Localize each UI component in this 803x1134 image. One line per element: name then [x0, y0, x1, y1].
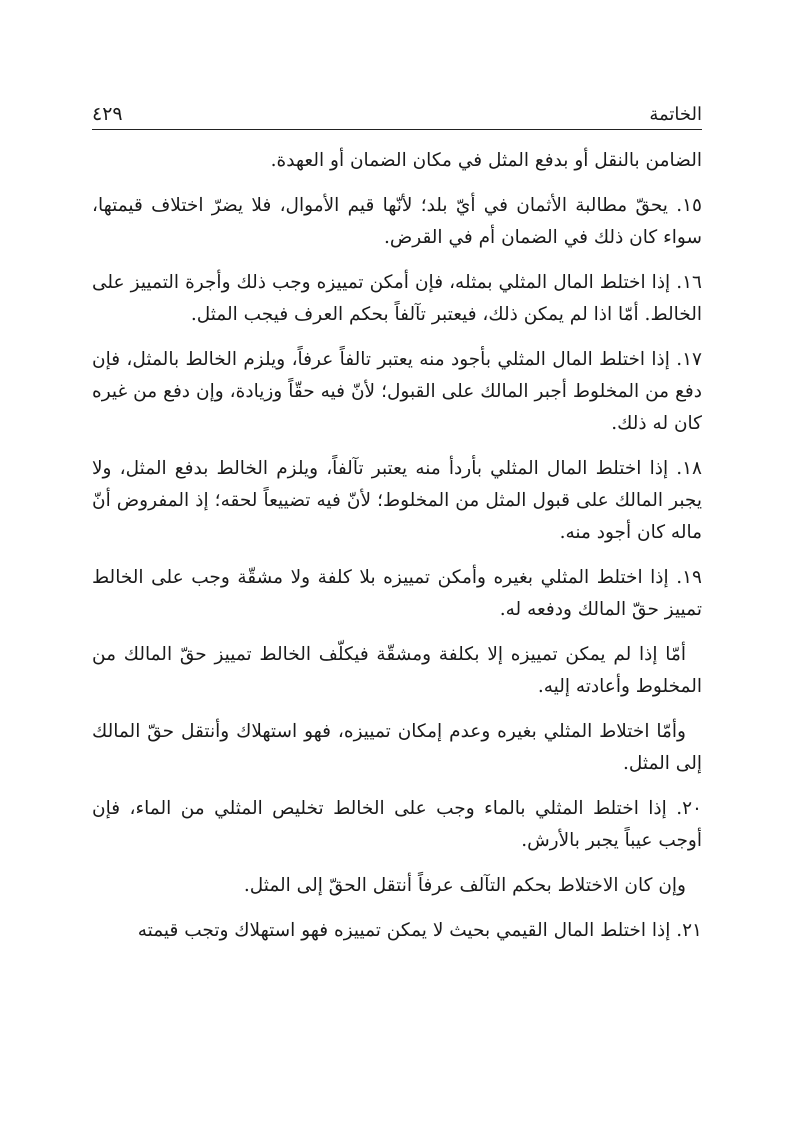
- chapter-title: الخاتمة: [649, 104, 702, 125]
- paragraph: ١٨. إذا اختلط المال المثلي بأردأ منه يعتبر تآلفاً، ويلزم الخالط بدفع المثل، ولا يجبر المالك على قبول المثل من المخلوط؛ لأنّ فيه تضييعاً لحقه؛ إذ المفروض أنّ ماله كان أجود منه.: [92, 458, 702, 543]
- running-header: [92, 96, 702, 130]
- page-number: ٤٢٩: [92, 103, 123, 125]
- book-page: [92, 0, 702, 1134]
- paragraph: ٢٠. إذا اختلط المثلي بالماء وجب على الخالط تخليص المثلي من الماء، فإن أوجب عيباً يجبر بالأرش.: [92, 798, 702, 851]
- paragraph: الضامن بالنقل أو بدفع المثل في مكان الضمان أو العهدة.: [270, 150, 702, 171]
- paragraph: ١٥. يحقّ مطالبة الأثمان في أيّ بلد؛ لأنّها قيم الأموال، فلا يضرّ اختلاف قيمتها، سواء كان ذلك في الضمان أم في القرض.: [92, 195, 702, 248]
- paragraph: ٢١. إذا اختلط المال القيمي بحيث لا يمكن تمييزه فهو استهلاك وتجب قيمته: [137, 920, 702, 941]
- paragraph: وأمّا اختلاط المثلي بغيره وعدم إمكان تمييزه، فهو استهلاك وأنتقل حقّ المالك إلى المثل.: [92, 721, 702, 774]
- paragraph: ١٧. إذا اختلط المال المثلي بأجود منه يعتبر تالفاً عرفاً، ويلزم الخالط بالمثل، فإن دفع من المخلوط أجبر المالك على القبول؛ لأنّ فيه حقّاً وزيادة، وإن دفع من غيره كان له ذلك.: [92, 349, 702, 434]
- paragraph: أمّا إذا لم يمكن تمييزه إلا بكلفة ومشقّة فيكلّف الخالط تمييز حقّ المالك من المخلوط وأعادته إليه.: [92, 644, 702, 697]
- paragraph: ١٩. إذا اختلط المثلي بغيره وأمكن تمييزه بلا كلفة ولا مشقّة وجب على الخالط تمييز حقّ المالك ودفعه له.: [92, 567, 702, 620]
- body-text: [92, 145, 702, 960]
- paragraph: ١٦. إذا اختلط المال المثلي بمثله، فإن أمكن تمييزه وجب ذلك وأجرة التمييز على الخالط. أمّا اذا لم يمكن ذلك، فيعتبر تآلفاً بحكم العرف فيجب المثل.: [92, 272, 702, 325]
- paragraph: وإن كان الاختلاط بحكم التآلف عرفاً أنتقل الحقّ إلى المثل.: [243, 875, 686, 896]
